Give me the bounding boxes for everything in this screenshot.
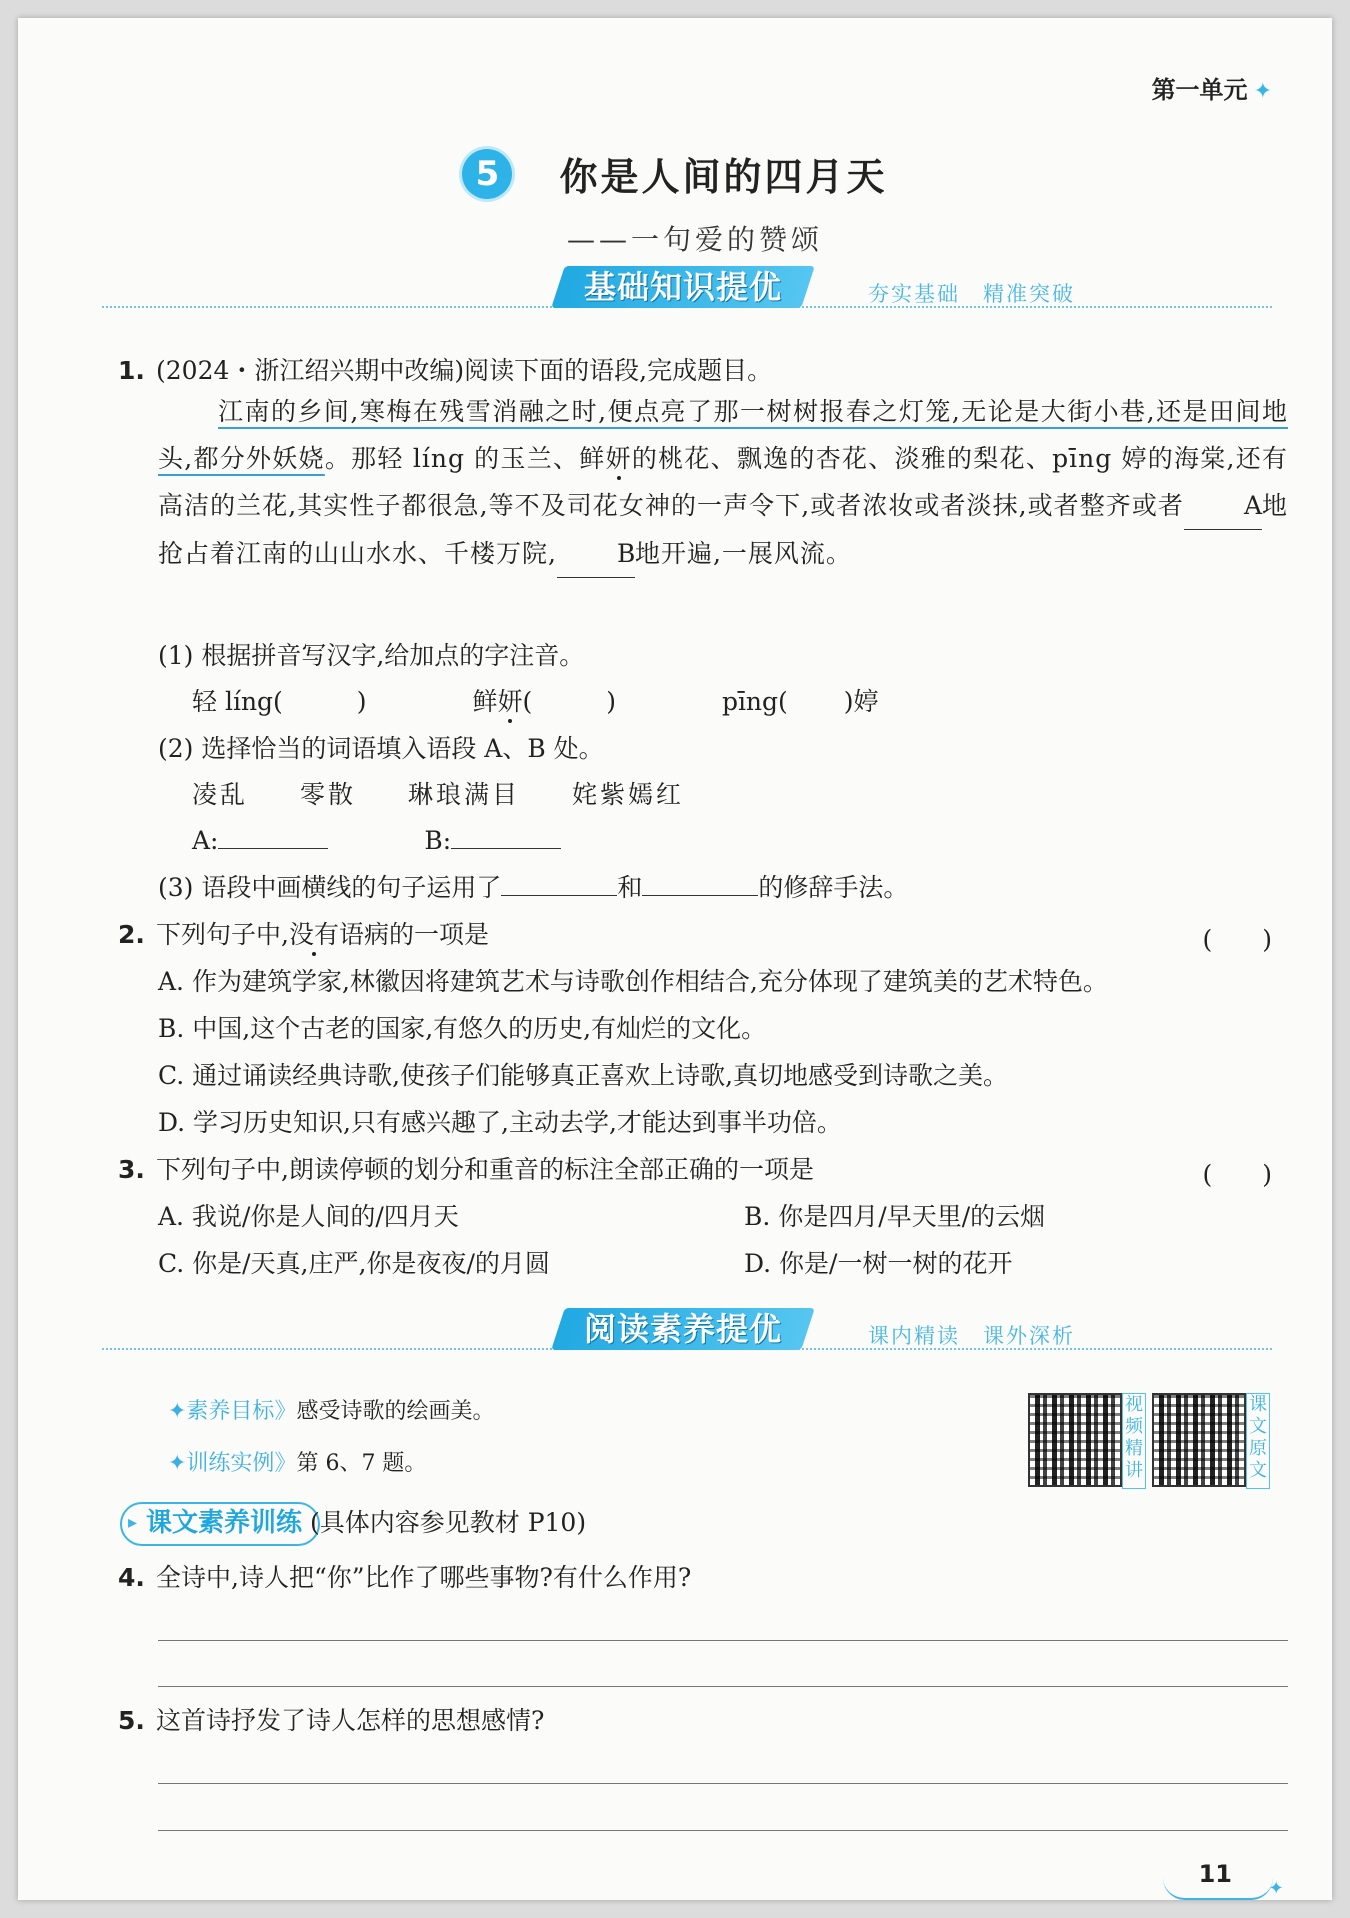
literacy-goal: [168, 1394, 494, 1425]
q2-option-c: C. 通过诵读经典诗歌,使孩子们能够真正喜欢上诗歌,真切地感受到诗歌之美。: [158, 1061, 1009, 1090]
arrow-icon: 》: [274, 1399, 297, 1424]
training-pill: ▸ 课文素养训练: [120, 1502, 320, 1546]
lesson-title: 你是人间的四月天: [559, 154, 888, 199]
qr-caption-video: 视频精讲: [1122, 1393, 1146, 1489]
dotted-char: 妍: [605, 444, 632, 473]
question-4-stem: [118, 1563, 691, 1593]
training-note: (具体内容参见教材 P10): [310, 1508, 587, 1537]
dotted-char: 妍: [497, 687, 523, 716]
q1-sub-1-answers: [192, 687, 879, 717]
training-example: [168, 1446, 426, 1477]
section-title: 阅读素养提优: [584, 1310, 783, 1348]
dotted-word: 没有: [288, 920, 339, 949]
q3-option-b: B. 你是四月/早天里/的云烟: [744, 1202, 1046, 1231]
underlined-sentence: 江南的乡间,寒梅在残雪消融之时,便点亮了那一树树报春之灯笼,无论是大街小巷,还是田间地头,都分外妖娆: [158, 397, 1288, 473]
answer-blank[interactable]: [501, 895, 617, 896]
question-text: 的修辞手法。: [758, 873, 909, 902]
answer-blank-b[interactable]: [451, 848, 561, 849]
answer-line[interactable]: [158, 1830, 1288, 1831]
q3-option-d: D. 你是/一树一树的花开: [744, 1249, 1013, 1278]
qr-caption-text: 课文原文: [1246, 1393, 1270, 1489]
question-2-stem: [118, 920, 489, 950]
lesson-subtitle: ——一句爱的赞颂: [566, 223, 823, 256]
q1-sub-1: (1) 根据拼音写汉字,给加点的字注音。: [158, 641, 585, 670]
passage-text: 。那轻 líng 的玉兰、鲜: [324, 444, 606, 473]
star-icon: ✦: [1253, 79, 1272, 104]
question-1-stem: [118, 356, 772, 386]
question-number: 2.: [118, 920, 145, 949]
paren-close: )婷: [843, 687, 879, 716]
word-choice: 琳琅满目: [408, 780, 521, 809]
section-tag: [551, 266, 815, 308]
answer-line[interactable]: [158, 1640, 1288, 1641]
passage-text: 地抢占着江南的山山水水、千楼万院,: [158, 491, 1288, 568]
page-arc-decoration: [1163, 1878, 1273, 1900]
section-banner-basic: [18, 266, 1332, 316]
paren-close: ): [606, 687, 617, 716]
section-slogan: 课内精读 课外深析: [868, 1324, 1075, 1348]
qr-code-video[interactable]: [1028, 1393, 1122, 1487]
passage-text: 的桃花、飘逸的杏花、淡雅的梨花、pīng 婷的海棠,还有高洁的兰花,其实性子都很急,等不及司花女神的一声令下,或者浓妆或者淡抹,或者整齐或者: [158, 444, 1289, 520]
answer-label-b: B:: [424, 826, 452, 855]
arrow-icon: 》: [274, 1451, 297, 1476]
q1-sub-2-answers: [192, 826, 561, 856]
section-title: 基础知识提优: [584, 268, 783, 306]
paren-close: ): [356, 687, 367, 716]
question-3-stem: [118, 1155, 814, 1185]
question-1-passage: [158, 388, 1288, 578]
blank-a[interactable]: A: [1184, 482, 1262, 530]
lesson-number-badge: 5: [462, 149, 512, 199]
answer-line[interactable]: [158, 1686, 1288, 1687]
answer-label-a: A:: [192, 826, 219, 855]
question-number: 1.: [118, 356, 145, 385]
answer-line[interactable]: [158, 1783, 1288, 1784]
question-text: 语病的一项是: [338, 920, 489, 949]
page-number-text: 11: [1198, 1860, 1232, 1888]
star-icon: ✦: [1268, 1878, 1284, 1899]
answer-blank[interactable]: [642, 895, 758, 896]
lesson-header: [18, 146, 1332, 201]
question-number: 5.: [118, 1706, 145, 1735]
question-text: 和: [617, 873, 643, 902]
section-banner-reading: [18, 1308, 1332, 1358]
workbook-page: [18, 18, 1332, 1900]
word-item: 鲜: [472, 687, 498, 716]
pinyin-item: 轻 líng(: [192, 687, 283, 716]
q2-option-b: B. 中国,这个古老的国家,有悠久的历史,有灿烂的文化。: [158, 1014, 767, 1043]
question-5-stem: [118, 1706, 544, 1736]
question-text: (2024・浙江绍兴期中改编)阅读下面的语段,完成题目。: [156, 356, 773, 385]
goal-label: ✦素养目标: [168, 1399, 275, 1424]
example-text: 第 6、7 题。: [296, 1451, 427, 1476]
q1-sub-3: [158, 873, 908, 903]
question-text: 这首诗抒发了诗人怎样的思想感情?: [156, 1706, 545, 1735]
question-text: 全诗中,诗人把“你”比作了哪些事物?有什么作用?: [156, 1563, 692, 1592]
answer-paren[interactable]: ( ): [1202, 1160, 1272, 1189]
question-number: 3.: [118, 1155, 145, 1184]
pinyin-item: pīng(: [721, 687, 788, 716]
section-slogan: 夯实基础 精准突破: [868, 282, 1075, 306]
word-choices: [192, 780, 684, 810]
q3-option-a: A. 我说/你是人间的/四月天: [158, 1202, 459, 1231]
q2-option-d: D. 学习历史知识,只有感兴趣了,主动去学,才能达到事半功倍。: [158, 1108, 842, 1137]
blank-b[interactable]: B: [557, 530, 635, 578]
passage-text: 地开遍,一展风流。: [634, 539, 852, 568]
word-choice: 姹紫嫣红: [572, 780, 685, 809]
page-number: [1198, 1860, 1284, 1899]
word-choice: 凌乱: [192, 780, 249, 809]
q1-sub-2: (2) 选择恰当的词语填入语段 A、B 处。: [158, 734, 604, 763]
question-text: 下列句子中,朗读停顿的划分和重音的标注全部正确的一项是: [156, 1155, 814, 1184]
paren-open: (: [522, 687, 533, 716]
section-tag: [551, 1308, 815, 1350]
answer-paren[interactable]: ( ): [1202, 925, 1272, 954]
word-choice: 零散: [300, 780, 357, 809]
question-text: (3) 语段中画横线的句子运用了: [158, 873, 502, 902]
q2-option-a: A. 作为建筑学家,林徽因将建筑艺术与诗歌创作相结合,充分体现了建筑美的艺术特色。: [158, 967, 1108, 996]
qr-code-text[interactable]: [1152, 1393, 1246, 1487]
answer-blank-a[interactable]: [218, 848, 328, 849]
q3-option-c: C. 你是/天真,庄严,你是夜夜/的月圆: [158, 1249, 550, 1278]
question-number: 4.: [118, 1563, 145, 1592]
unit-label: [1152, 70, 1272, 105]
question-text: 下列句子中,: [156, 920, 289, 949]
unit-text: 第一单元: [1151, 76, 1248, 104]
example-label: ✦训练实例: [168, 1451, 275, 1476]
goal-text: 感受诗歌的绘画美。: [296, 1399, 495, 1424]
